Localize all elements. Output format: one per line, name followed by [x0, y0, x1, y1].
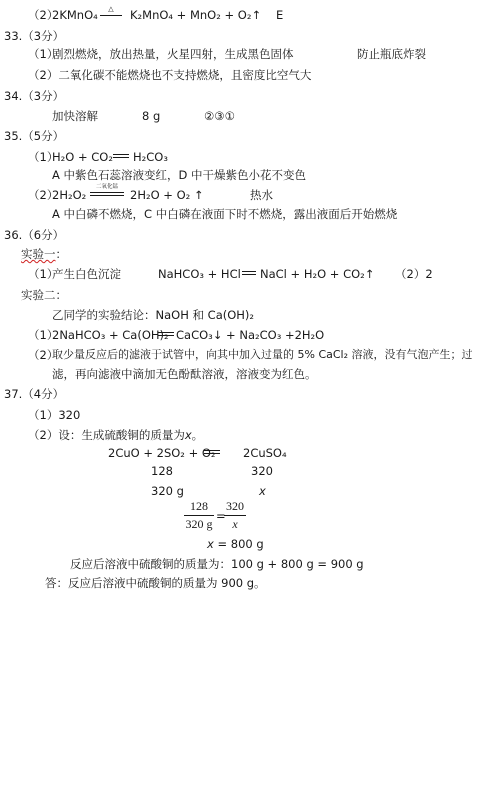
fraction-denominator: x: [232, 517, 238, 531]
q37-fraction-right: [224, 499, 246, 532]
q33-header: 33.（3分）: [4, 29, 65, 43]
q34-answer-1: 加快溶解: [52, 109, 98, 123]
catalyst-condition: 二氧化锰: [95, 184, 118, 190]
q37-given-mass: 320 g: [151, 484, 184, 498]
q36-e1-equation-left: 2NaHCO₃ + Ca(OH)₂: [52, 328, 169, 342]
fraction-numerator: 128: [190, 499, 208, 513]
q32-p2-equation-right: K₂MnO₄ + MnO₂ + O₂↑: [130, 8, 262, 22]
q36-conclusion: 乙同学的实验结论：NaOH 和 Ca(OH)₂: [52, 308, 255, 322]
q35-p1-equals-sign: [113, 154, 129, 158]
q37-answer: 答：反应后溶液中硫酸铜的质量为 900 g。: [45, 576, 266, 590]
heat-condition: △: [108, 5, 114, 13]
q37-total: 反应后溶液中硫酸铜的质量为：100 g + 800 g = 900 g: [70, 557, 364, 571]
q35-p2-answer: 热水: [250, 188, 273, 202]
q35-p2-equation-left: 2H₂O₂: [52, 188, 87, 202]
q32-p2-answer: E: [276, 8, 284, 22]
q36-p1-number: （1）: [28, 267, 59, 281]
q34-header: 34.（3分）: [4, 89, 65, 103]
q37-equation-right: 2CuSO₄: [243, 446, 287, 460]
q36-p2-text: （2）2: [395, 267, 433, 281]
q37-unknown-mass: x: [259, 484, 266, 498]
q37-p1-text: （1）320: [28, 408, 81, 422]
q36-e1-number: （1）: [28, 328, 59, 342]
q36-e2-number: （2）: [28, 348, 59, 362]
q36-e1-equation-right: CaCO₃↓ + Na₂CO₃ +2H₂O: [176, 328, 325, 342]
q35-p1-text: A 中紫色石蕊溶液变红，D 中干燥紫色小花不变色: [52, 168, 307, 182]
q32-reaction-arrow: [100, 6, 122, 16]
q33-p1-text: 剧烈燃烧，放出热量，火星四射，生成黑色固体: [52, 47, 294, 61]
q37-molar-mass-1: 128: [151, 464, 173, 478]
q35-header: 35.（5分）: [4, 129, 65, 143]
experiment-1-label: 实验一: [21, 247, 56, 261]
q34-answer-3: ②③①: [204, 109, 235, 123]
q36-p1-equation-left: NaHCO₃ + HCl: [158, 267, 241, 281]
q36-header: 36.（6分）: [4, 228, 65, 242]
q33-p1-number: （1）: [28, 47, 59, 61]
q37-molar-mass-2: 320: [251, 464, 273, 478]
fraction-numerator: 320: [226, 499, 244, 513]
fraction-denominator: 320 g: [185, 517, 213, 531]
q36-experiment-2-heading: 实验二：: [21, 288, 67, 302]
arrow-line: [100, 15, 122, 16]
q32-p2-number: （2）: [28, 8, 59, 22]
q36-e2-line-2: 滤，再向滤液中滴加无色酚酞溶液，溶液变为红色。: [52, 367, 317, 381]
q36-e1-equals-sign: [158, 332, 174, 336]
q37-header: 37.（4分）: [4, 387, 65, 401]
q35-p2-number: （2）: [28, 188, 59, 202]
q35-p1-number: （1）: [28, 150, 59, 164]
q34-answer-2: 8 g: [142, 109, 161, 123]
q36-experiment-1-heading: 实验一：: [21, 247, 67, 261]
q36-p1-equals-sign: [242, 271, 256, 275]
q35-p2-text: A 中白磷不燃烧，C 中白磷在液面下时不燃烧，露出液面后开始燃烧: [52, 207, 398, 221]
q36-p1-text: 产生白色沉淀: [52, 267, 121, 281]
q37-equation-left: 2CuO + 2SO₂ + O₂: [108, 446, 216, 460]
q37-p2-intro: （2）设：生成硫酸铜的质量为x。: [28, 428, 204, 442]
q36-p1-equation-right: NaCl + H₂O + CO₂↑: [260, 267, 375, 281]
q37-fraction-left: [184, 499, 214, 532]
q33-p2-text: （2）二氧化碳不能燃烧也不支持燃烧，且密度比空气大: [28, 68, 312, 82]
q35-p1-equation-right: H₂CO₃: [133, 150, 168, 164]
q36-e2-line-1: 取少量反应后的滤液于试管中，向其中加入过量的 5% CaCl₂ 溶液，没有气泡产生；过: [52, 348, 473, 361]
q37-solution: x = 800 g: [207, 537, 264, 551]
q35-p2-equation-right: 2H₂O + O₂ ↑: [130, 188, 204, 202]
q35-p2-reaction-arrow: [90, 184, 124, 196]
q37-equals-sign: [204, 450, 220, 454]
q33-p1-answer: 防止瓶底炸裂: [357, 47, 426, 61]
q37-fraction-equals: =: [216, 509, 226, 523]
q35-p1-equation-left: H₂O + CO₂: [52, 150, 113, 164]
q32-p2-equation-left: 2KMnO₄: [52, 8, 98, 22]
variable-x: x: [184, 428, 192, 442]
